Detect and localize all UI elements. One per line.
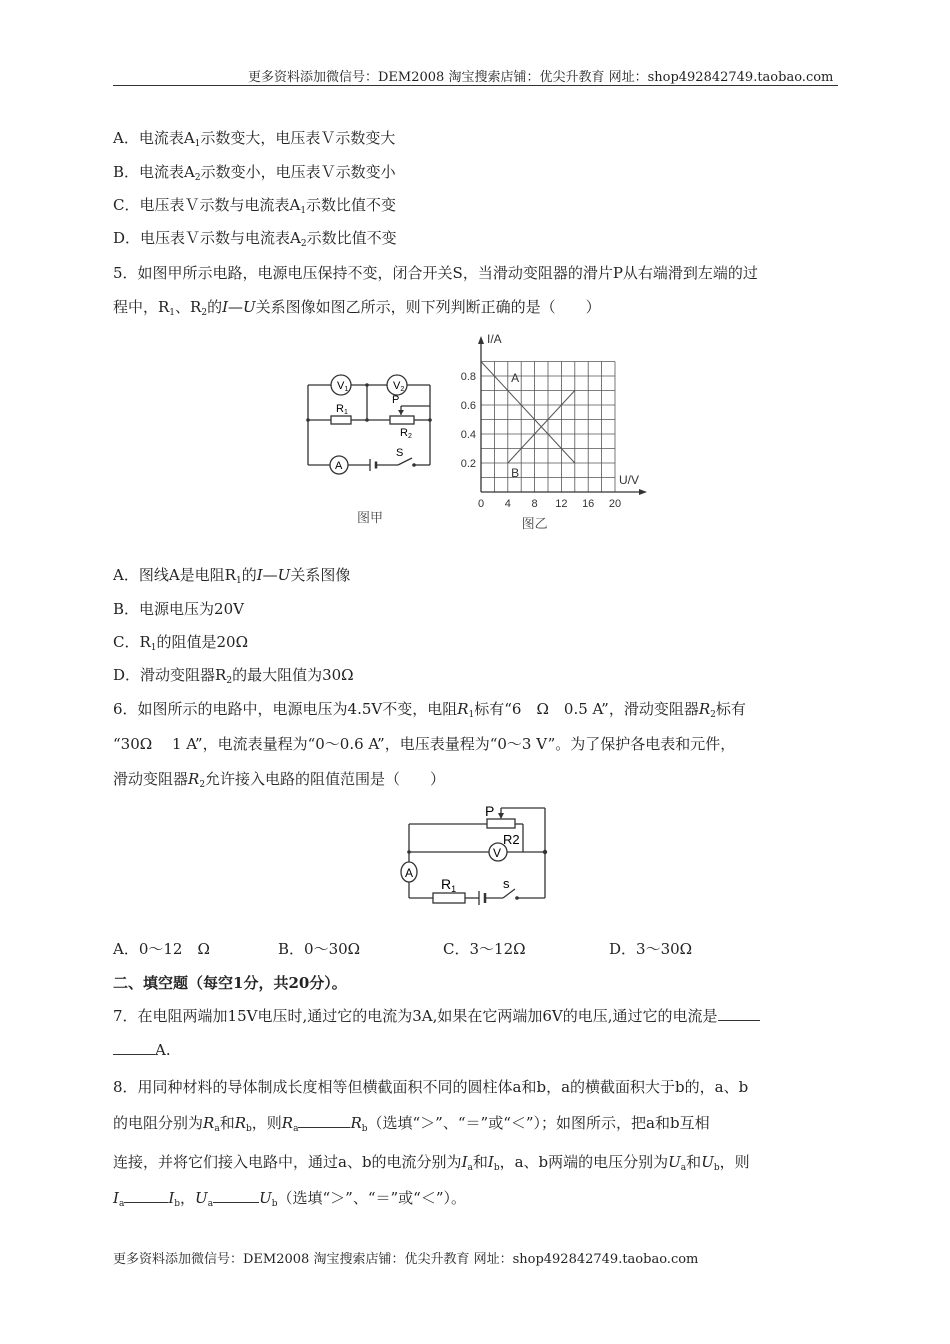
q4-option-b: B．电流表$A_2$示数变小，电压表Ｖ示数变小 [113,163,396,183]
x-tick-label: 20 [608,498,622,510]
y-tick-label: 0.8 [460,371,476,383]
q5-option-d: D．滑动变阻器$R_2$的最大阻值为30Ω [113,666,354,686]
x-tick-label: 12 [555,498,568,510]
q6-option-d: D．3～30Ω [609,940,693,958]
q5-option-b: B．电源电压为20V [113,600,244,618]
page-footer: 更多资料添加微信号：DEM2008 淘宝搜索店铺：优尖升教育 网址：shop492842749.taobao.com [113,1252,699,1267]
series-label-b: B [511,466,520,480]
q8-stem-line1: 8．用同种材料的导体制成长度相等但横截面积不同的圆柱体a和b，a的横截面积大于b的，a、b [113,1078,749,1096]
svg-text:P: P [392,394,400,406]
q8-stem-line2: 的电阻分别为$R_a$和$R_b$，则$R_a$ $R_b$（选填“＞”、“＝”或“＜”）；如图所示，把a和b互相 [113,1114,710,1134]
svg-text:A: A [405,866,414,880]
y-tick-label: 0.6 [460,400,476,412]
x-tick-label: 16 [582,498,595,510]
svg-text:R1: R1 [336,403,348,416]
svg-text:s: s [503,876,510,891]
q5-option-a: A．图线A是电阻$R_1$的I—U关系图像 [113,566,351,586]
q6-stem-line3: 滑动变阻器$R_2$允许接入电路的阻值范围是（ ） [113,770,446,790]
svg-text:A: A [335,460,343,472]
x-tick-label: 8 [531,498,538,510]
q5-stem-line2: 程中，$R_1$、$R_2$的I—U关系图像如图乙所示，则下列判断正确的是（ ） [113,298,601,318]
figure-jia-caption: 图甲 [357,510,384,525]
svg-text:P: P [485,803,495,819]
q6-option-a: A．0～12 Ω [113,940,210,958]
svg-text:R2: R2 [400,427,412,440]
y-axis-arrow [478,336,484,344]
q4-option-c: C．电压表Ｖ示数与电流表$A_1$示数比值不变 [113,196,397,216]
q6-option-c: C．3～12Ω [443,940,526,958]
q5-option-c: C．$R_1$的阻值是20Ω [113,633,249,653]
series-label-a: A [511,371,520,385]
y-tick-label: 0.2 [460,458,476,470]
y-tick-label: 0.4 [460,429,476,441]
q4-option-a: A．电流表$A_1$示数变大，电压表Ｖ示数变大 [113,129,396,149]
q8-stem-line4: $I_a$ $I_b$，$U_a$ $U_b$（选填“＞”、“＝”或“＜”）。 [113,1189,466,1209]
q5-stem-line1: 5．如图甲所示电路，电源电压保持不变，闭合开关S，当滑动变阻器的滑片P从右端滑到左端的过 [113,264,758,282]
series-line-a [481,362,575,464]
y-axis-label: I/A [487,332,502,346]
chart-figure-yi [448,332,648,532]
section-title: 二、填空题（每空1分，共20分）。 [113,974,347,992]
q6-stem-line1: 6．如图所示的电路中，电源电压为4.5V不变，电阻$R_1$标有“6 Ω 0.5 A”，滑动变阻器$R_2$标有 [113,700,746,720]
svg-text:V2: V2 [393,380,405,393]
svg-text:V1: V1 [337,380,349,393]
q4-option-d: D．电压表Ｖ示数与电流表$A_2$示数比值不变 [113,229,397,249]
svg-text:R2: R2 [503,832,520,847]
q8-stem-line3: 连接，并将它们接入电路中，通过a、b的电流分别为$I_a$和$I_b$，a、b两端的电压分别为$U_a$和$U_b$，则 [113,1153,750,1173]
q6-stem-line2: “30Ω 1 A”，电流表量程为“0～0.6 A”，电压表量程为“0～3 V”。为了保护各电表和元件， [113,735,736,753]
circuit-figure-jia [300,370,440,530]
q7-stem-line2: A. [113,1041,171,1059]
svg-text:R1: $R_1$ [441,876,457,894]
svg-text:S: S [396,447,404,459]
x-tick-label: 0 [477,498,485,510]
page-header: 更多资料添加微信号：DEM2008 淘宝搜索店铺：优尖升教育 网址：shop492842749.taobao.com [248,70,834,85]
header-rule [113,85,838,86]
x-axis-arrow [639,489,647,495]
q6-option-b: B．0～30Ω [278,940,361,958]
svg-text:V: V [493,846,502,860]
x-axis-label: U/V [619,473,640,487]
figure-yi-caption: 图乙 [521,516,548,531]
q7-stem-line1: 7．在电阻两端加15V电压时,通过它的电流为3A,如果在它两端加6V的电压,通过它的电流是 [113,1005,760,1026]
circuit-figure-q6 [395,800,555,912]
x-tick-label: 4 [504,498,511,510]
